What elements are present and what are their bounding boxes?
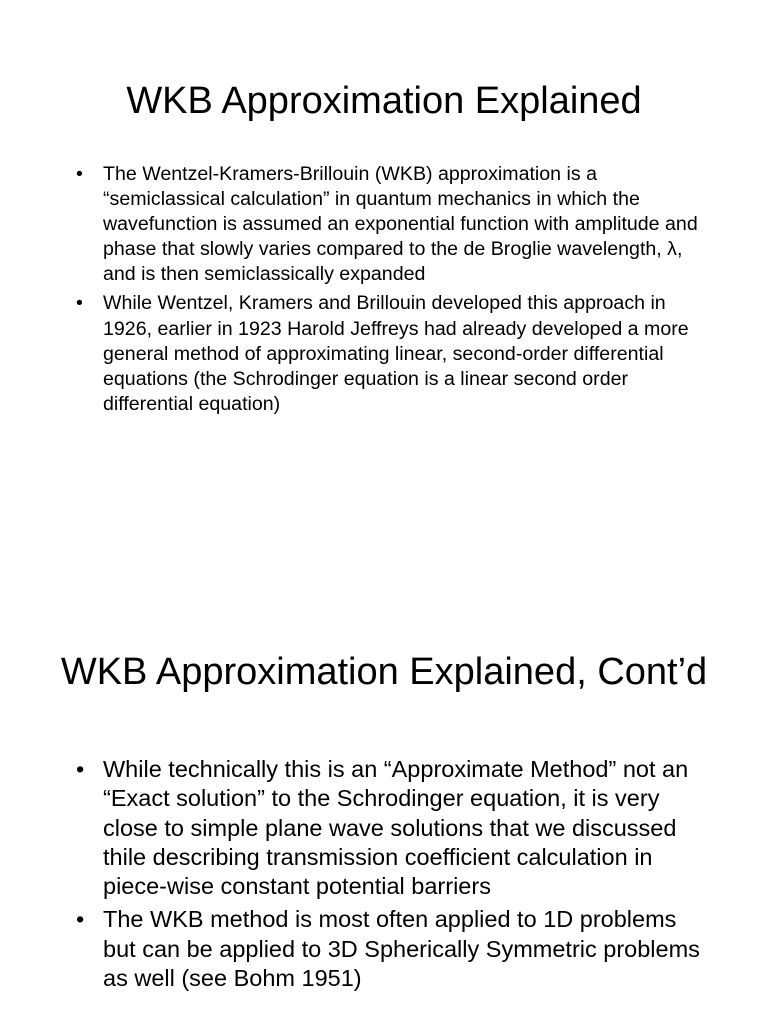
bullet-list bbox=[76, 162, 703, 417]
slide-title: WKB Approximation Explained, Cont’d bbox=[60, 651, 708, 693]
bullet-text: The WKB method is most often applied to 1D problems but can be applied to 3D Spherically Symmetric problems as well (see Bohm 1951) bbox=[103, 906, 700, 992]
bullet-icon: • bbox=[76, 163, 83, 185]
bullet-item bbox=[76, 291, 703, 416]
bullet-icon: • bbox=[76, 292, 83, 315]
bullet-icon: • bbox=[76, 756, 85, 782]
bullet-text: The Wentzel-Kramers-Brillouin (WKB) approximation is a “semiclassical calculation” in quantum mechanics in which the wavefunction is assumed an exponential function with amplitude and phase that slowly varies compared to the de Broglie wavelength, λ, and is then semiclassically expanded bbox=[103, 163, 698, 286]
bullet-text: While technically this is an “Approximate Method” not an “Exact solution” to the Schrodinger equation, it is very close to simple plane wave solutions that we discussed thile describing transmission coefficient calculation in piece-wise constant potential barriers bbox=[103, 756, 689, 900]
bullet-list bbox=[76, 755, 703, 993]
slide-2 bbox=[0, 512, 768, 1024]
bullet-item bbox=[76, 755, 703, 901]
bullet-text: While Wentzel, Kramers and Brillouin developed this approach in 1926, earlier in 1923 Harold Jeffreys had already developed a more general method of approximating linear, second-order differential equations (the Schrodinger equation is a linear second order differential equation) bbox=[103, 292, 689, 415]
bullet-item bbox=[76, 905, 703, 993]
bullet-item bbox=[76, 162, 703, 287]
slide-title: WKB Approximation Explained bbox=[126, 80, 642, 122]
bullet-icon: • bbox=[76, 906, 85, 933]
